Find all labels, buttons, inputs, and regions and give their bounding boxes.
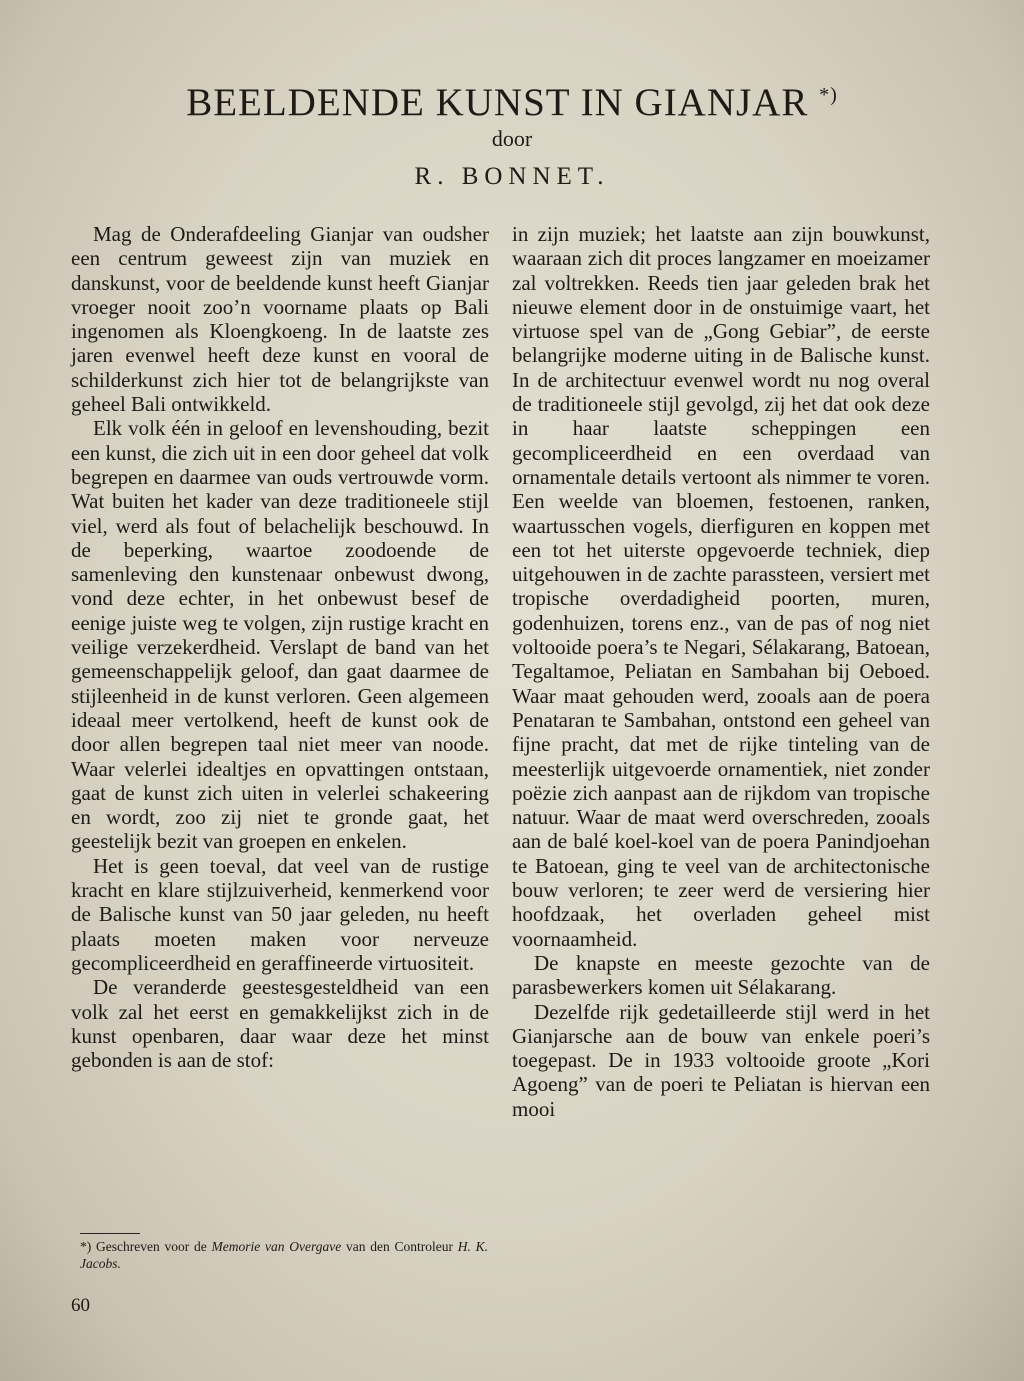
paragraph: De knapste en meeste gezochte van de parasbewerkers komen uit Sélakarang. — [512, 950, 930, 1000]
left-column — [71, 222, 489, 1072]
footnote-italic-title: Memorie van Overgave — [211, 1239, 342, 1254]
footnote-divider — [80, 1233, 140, 1234]
paragraph: Het is geen toeval, dat veel van de rustige kracht en klare stijlzuiverheid, kenmerkend voor de Balische kunst van 50 jaar geleden, nu heeft plaats moeten maken voor nerveuze gecompliceerdheid en geraffineerde virtuositeit. — [71, 853, 489, 975]
article-title — [0, 70, 1024, 128]
paragraph: Dezelfde rijk gedetailleerde stijl werd in het Gianjarsche aan de bouw van enkele poeri’s toegepast. De in 1933 voltooide groote „Kori Agoeng” van de poeri te Peliatan is hiervan een mooi — [512, 999, 930, 1121]
paragraph: De veranderde geestesgesteldheid van een volk zal het eerst en gemakkelijkst zich in de kunst openbaren, daar waar deze het minst gebonden is aan de stof: — [71, 975, 489, 1073]
title-text: BEELDENDE KUNST IN GIANJAR — [186, 81, 809, 124]
footnote-text: Geschreven voor de — [96, 1239, 207, 1254]
footnote-mark: *) — [80, 1239, 92, 1254]
author-name: R. BONNET. — [414, 163, 610, 190]
byline: door — [491, 126, 533, 151]
right-column — [512, 222, 930, 1121]
footnote-italic-name: H. K. Jacobs. — [80, 1239, 489, 1271]
paragraph: Mag de Onderafdeeling Gianjar van oudsher een centrum geweest zijn van muziek en danskunst, voor de beeldende kunst heeft Gianjar vroeger nooit zoo’n voorname plaats op Bali ingenomen als Kloengkoeng. In de laatste zes jaren evenwel heeft deze kunst en vooral de schilderkunst zich hier tot de belangrijkste van geheel Bali ontwikkeld. — [71, 222, 489, 417]
paragraph: in zijn muziek; het laatste aan zijn bouwkunst, waaraan zich dit proces langzamer en moeizamer zal voltrekken. Reeds tien jaar geleden brak het nieuwe element door in de onstuimige vaart, het virtuose spel van de „Gong Gebiar”, de eerste belangrijke moderne uiting in de Balische kunst. In de architectuur evenwel wordt nu nog overal de traditioneele stijl gevolgd, zij het dat ook deze in haar laatste scheppingen een gecompliceerdheid en een overdaad van ornamentale details vertoont als nimmer te voren. Een weelde van bloemen, festoenen, ranken, waartusschen vogels, dierfiguren en koppen met een tot het uiterste opgevoerde techniek, diep uitgehouwen in de zachte parassteen, versiert met tropische overdadigheid poorten, muren, godenhuizen, torens enz., van de pas of nog niet voltooide poera’s te Negari, Sélakarang, Batoean, Tegaltamoe, Peliatan en Sambahan bij Oeboed. Waar maat gehouden werd, zooals aan de poera Penataran te Sambahan, ontstond een geheel van fijne pracht, dat met de rijke tinteling van de meesterlijk uitgevoerde ornamentiek, niet zonder poëzie zich aanpast aan de rijkdom van tropische natuur. Waar de maat werd overschreden, zooals aan de balé koel-koel van de poera Panindjoehan te Batoean, ging te veel van de architectonische bouw verloren; te zeer werd de versiering hier hoofdzaak, het overladen geheel mist voornaamheid. — [512, 222, 930, 951]
page-number: 60 — [71, 1295, 90, 1316]
footnote — [80, 1238, 488, 1272]
footnote-text: van den Controleur — [345, 1239, 453, 1254]
footnote-marker: *) — [819, 84, 838, 106]
paragraph: Elk volk één in geloof en levenshouding, bezit een kunst, die zich uit in een door geheel dat volk begrepen en daarmee van ouds vertrouwde vorm. Wat buiten het kader van deze traditioneele stijl viel, werd als fout of belachelijk beschouwd. In de beperking, waartoe zoodoende de samenleving den kunstenaar onbewust dwong, vond deze echter, in het onbewust besef de eenige juiste weg te volgen, zijn rustige kracht en veilige verzekerdheid. Verslapt de band van het gemeenschappelijk geloof, dan gaat daarmee de stijleenheid in de kunst verloren. Geen algemeen ideaal meer vertolkend, heeft de kunst ook de door allen begrepen taal niet meer van noode. Waar velerlei idealtjes en opvattingen ontstaan, gaat de kunst zich uiten in velerlei schakeering en wordt, zoo zij niet te gronde gaat, het geestelijk bezit van groepen en enkelen. — [71, 416, 489, 854]
